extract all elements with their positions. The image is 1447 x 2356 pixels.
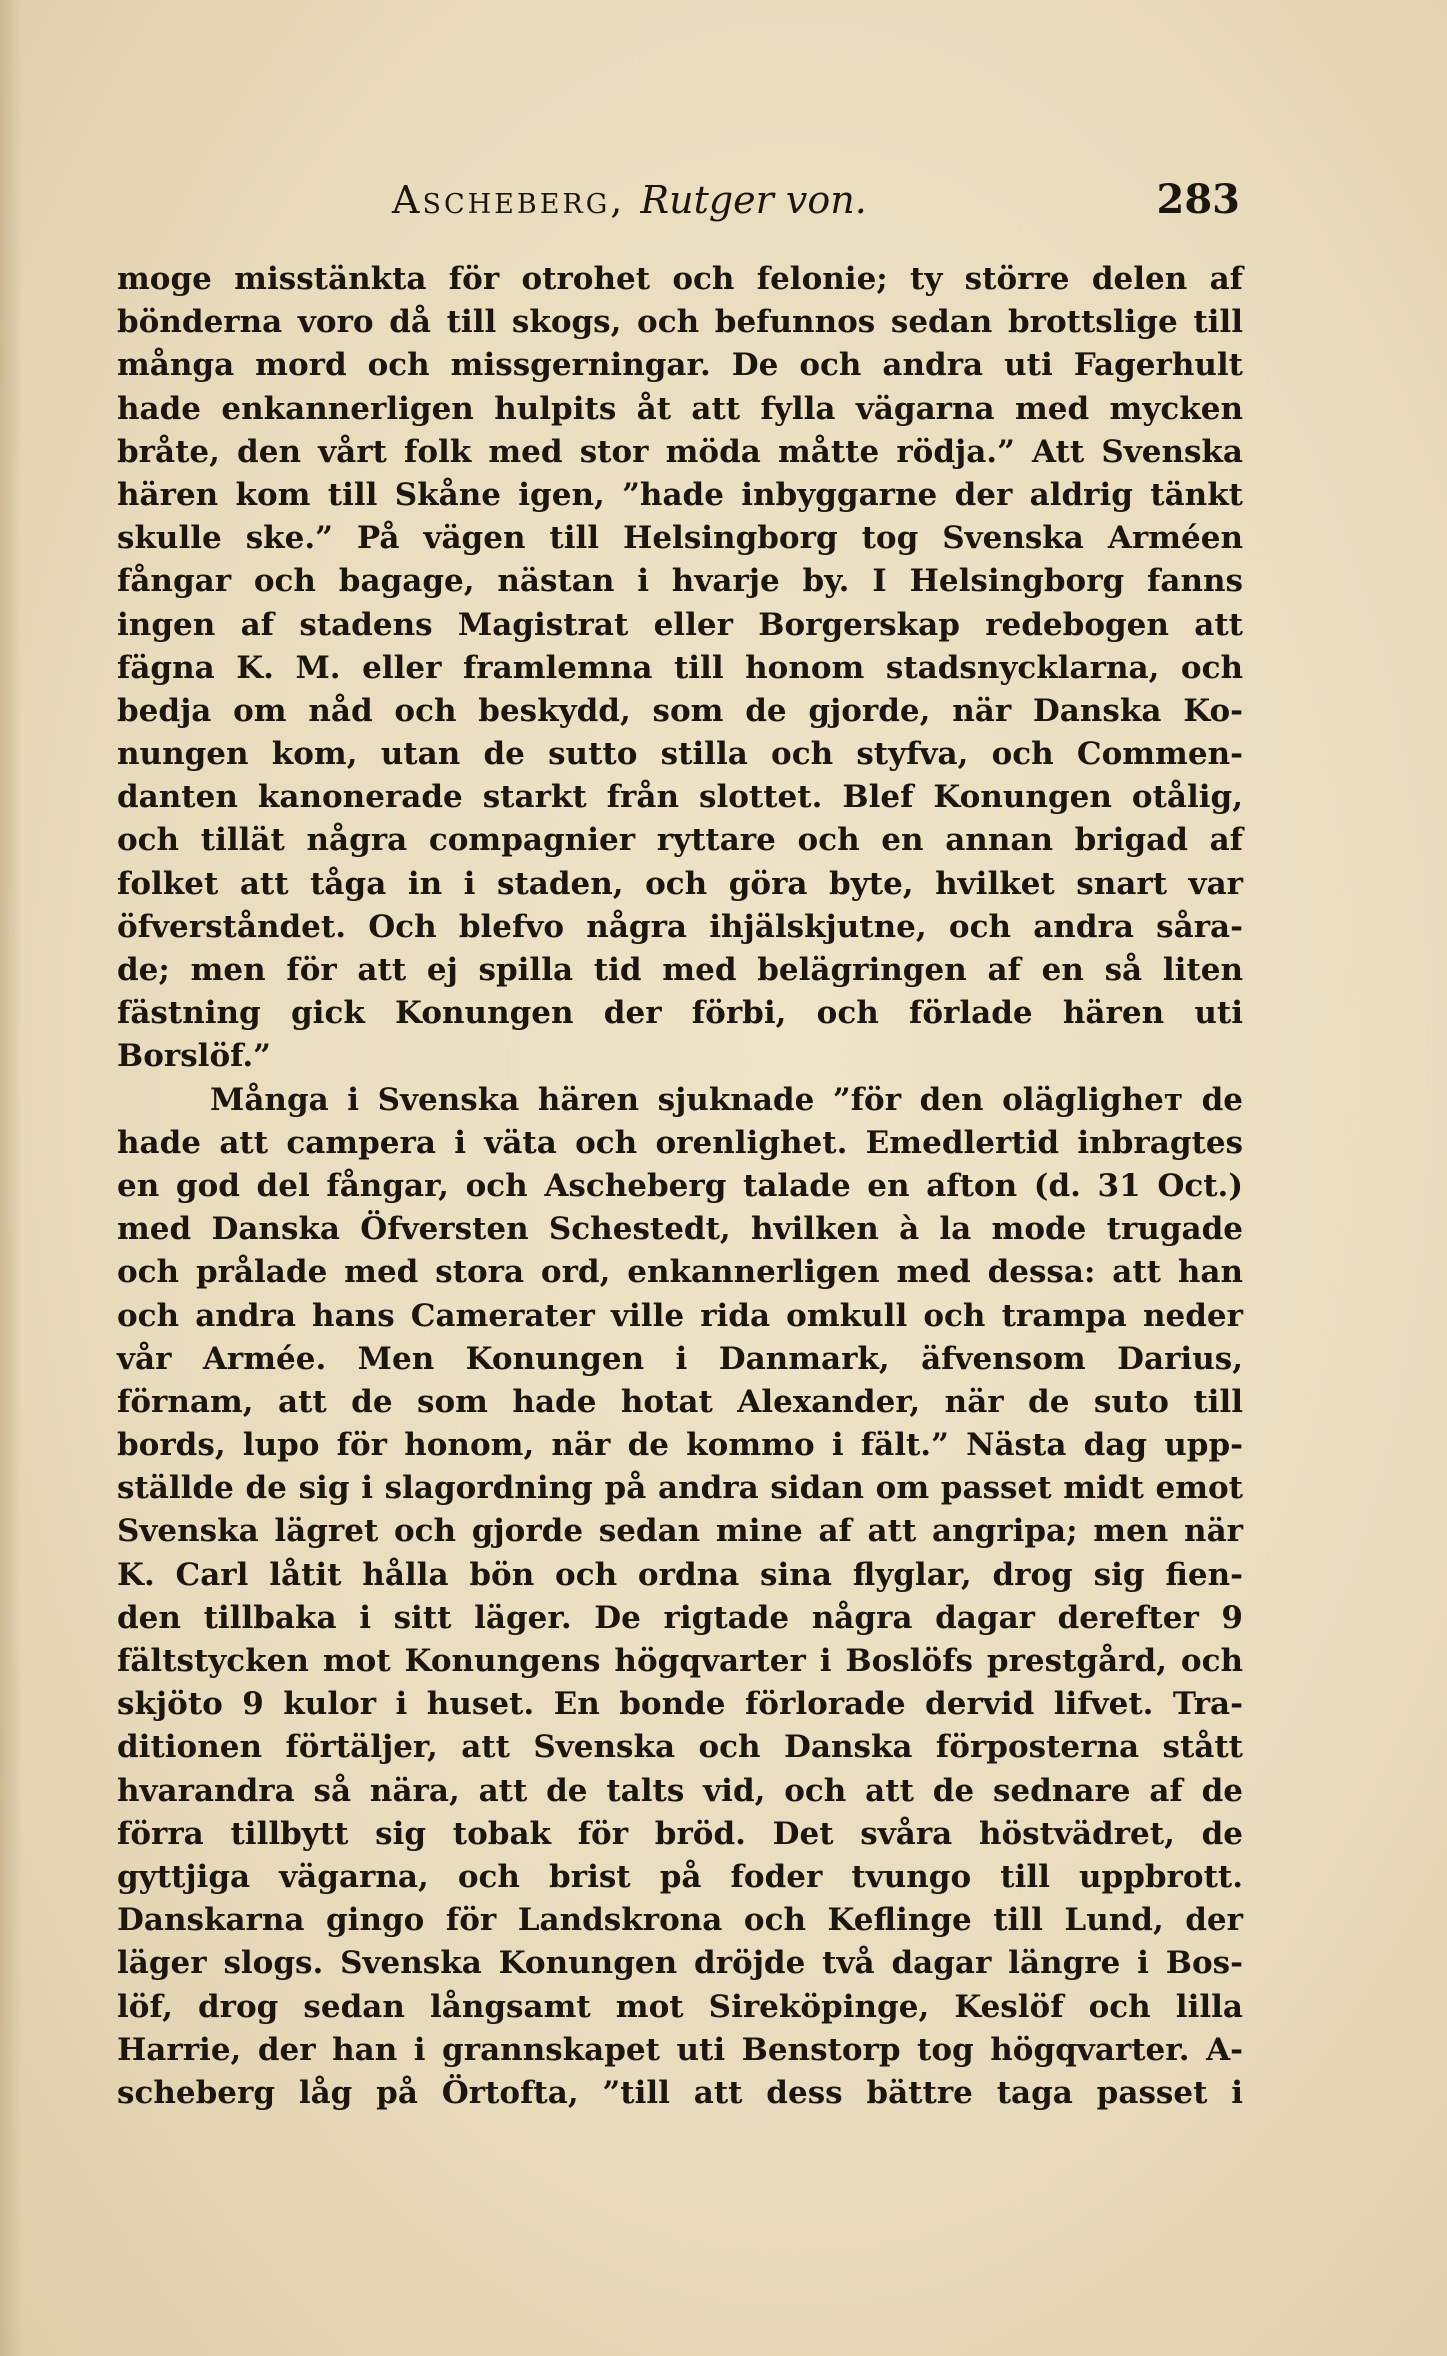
text-line: den tillbaka i sitt läger. De rigtade några dagar derefter 9	[117, 1599, 1243, 1636]
text-line: scheberg låg på Örtofta, ”till att dess bättre taga passet i	[117, 2074, 1243, 2111]
running-head-surname: Ascheberg,	[392, 178, 626, 222]
text-line: och andra hans Camerater ville rida omkull och trampa neder	[117, 1297, 1243, 1334]
page-edge-shadow	[0, 0, 22, 2356]
running-head-given-name: Rutger von.	[640, 178, 867, 222]
text-line: läger slogs. Svenska Konungen dröjde två dagar längre i Bos-	[117, 1945, 1243, 1982]
text-line: hären kom till Skåne igen, ”hade inbyggarne der aldrig tänkt	[117, 476, 1243, 513]
text-line: förnam, att de som hade hotat Alexander, när de suto till	[117, 1383, 1243, 1420]
text-line: många mord och missgerningar. De och andra uti Fagerhult	[117, 347, 1243, 384]
paragraph-end-line: Borslöf.”	[117, 1038, 271, 1075]
text-line: folket att tåga in i staden, och göra byte, hvilket snart var	[117, 865, 1243, 902]
text-line: Svenska lägret och gjorde sedan mine af att angripa; men när	[117, 1513, 1243, 1550]
body-text	[117, 258, 1243, 2115]
text-line: förra tillbytt sig tobak för bröd. Det svåra höstvädret, de	[117, 1815, 1243, 1852]
text-line: Harrie, der han i grannskapet uti Benstorp tog högqvarter. A-	[117, 2031, 1243, 2068]
text-line: fästning gick Konungen der förbi, och förlade hären uti	[117, 995, 1243, 1032]
text-line: vår Armée. Men Konungen i Danmark, äfvensom Darius,	[117, 1340, 1243, 1377]
text-line: med Danska Öfversten Schestedt, hvilken à la mode trugade	[117, 1211, 1243, 1248]
text-line: skulle ske.” På vägen till Helsingborg tog Svenska Arméen	[117, 520, 1243, 557]
text-line: K. Carl låtit hålla bön och ordna sina flyglar, drog sig fien-	[117, 1556, 1243, 1593]
text-line: moge misstänkta för otrohet och felonie; ty större delen af	[117, 261, 1243, 297]
text-line: och tillät några compagnier ryttare och en annan brigad af	[117, 822, 1243, 859]
text-line: ställde de sig i slagordning på andra sidan om passet midt emot	[117, 1470, 1243, 1507]
text-line: Danskarna gingo för Landskrona och Keflinge till Lund, der	[117, 1902, 1243, 1939]
text-line: danten kanonerade starkt från slottet. Blef Konungen otålig,	[117, 779, 1243, 816]
text-line: de; men för att ej spilla tid med belägringen af en så liten	[117, 952, 1243, 988]
text-line: fångar och bagage, nästan i hvarje by. I Helsingborg fanns	[117, 563, 1243, 600]
text-line: skjöto 9 kulor i huset. En bonde förlorade dervid lifvet. Tra-	[117, 1686, 1243, 1723]
text-line: bords, lupo för honom, när de kommo i fält.” Nästa dag upp-	[117, 1427, 1243, 1464]
paragraph-start-line: Många i Svenska hären sjuknade ”för den olägligheт de	[210, 1081, 1243, 1118]
text-line: fägna K. M. eller framlemna till honom stadsnycklarna, och	[117, 649, 1243, 686]
text-line: ditionen förtäljer, att Svenska och Danska förposterna stått	[117, 1729, 1243, 1766]
text-line: hade att campera i väta och orenlighet. Emedlertid inbragtes	[117, 1124, 1243, 1161]
page-header	[120, 172, 1240, 228]
page-number: 283	[1156, 176, 1240, 223]
text-line: bönderna voro då till skogs, och befunnos sedan brottslige till	[117, 304, 1243, 341]
text-line: ingen af stadens Magistrat eller Borgerskap redebogen att	[117, 606, 1243, 643]
text-line: löf, drog sedan långsamt mot Sireköpinge, Keslöf och lilla	[117, 1988, 1243, 2025]
text-line: gyttjiga vägarna, och brist på foder tvungo till uppbrott.	[117, 1858, 1243, 1895]
text-line: och prålade med stora ord, enkannerligen med dessa: att han	[117, 1254, 1243, 1291]
text-line: fältstycken mot Konungens högqvarter i Boslöfs prestgård, och	[117, 1643, 1243, 1679]
text-line: en god del fångar, och Ascheberg talade en afton (d. 31 Oct.)	[117, 1167, 1243, 1204]
running-head	[392, 172, 1092, 228]
text-line: öfverståndet. Och blefvo några ihjälskjutne, och andra såra-	[117, 908, 1243, 945]
text-line: bedja om nåd och beskydd, som de gjorde, när Danska Ko-	[117, 692, 1243, 729]
text-line: hvarandra så nära, att de talts vid, och att de sednare af de	[117, 1772, 1243, 1809]
text-line: bråte, den vårt folk med stor möda måtte rödja.” Att Svenska	[117, 433, 1243, 470]
text-line: nungen kom, utan de sutto stilla och styfva, och Commen-	[117, 736, 1243, 773]
text-line: hade enkannerligen hulpits åt att fylla vägarna med mycken	[117, 390, 1243, 427]
